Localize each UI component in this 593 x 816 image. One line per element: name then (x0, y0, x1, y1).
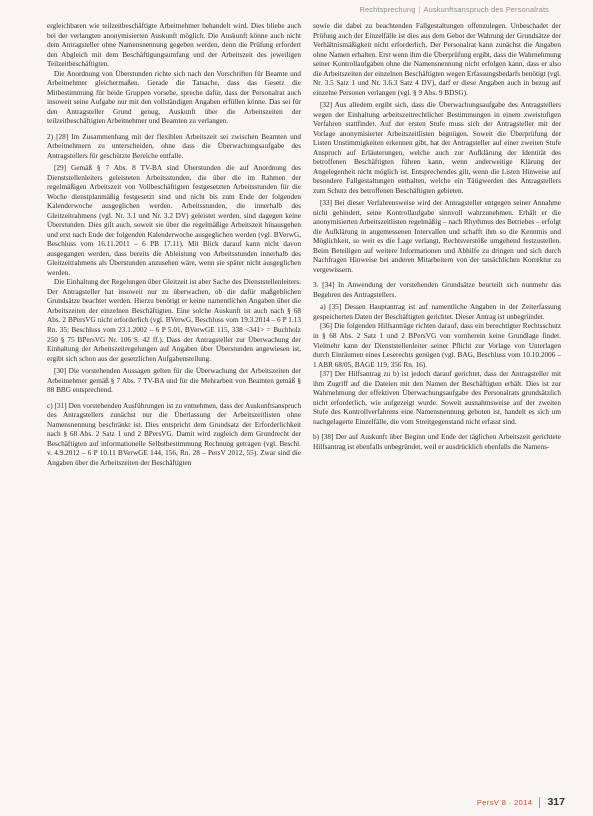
page-number: 317 (547, 796, 565, 808)
paragraph: c) [31] Den vorstehenden Ausführungen ist zu entnehmen, dass der Auskunftsanspruch des Antragstellers zunächst nur die Überlassung der Arbeitszeitlisten ohne Namensnennung beschränkt ist. Dies entspricht dem Grundsatz der Erforderlichkeit nach § 68 Abs. 2 Satz 1 und 2 BPersVG. Damit wird zugleich dem Grundrecht der Beschäftigten auf informationelle Selbstbestimmung Rechnung getragen (vgl. Beschl. v. 4.9.2012 – 6 P 10.11 BVerwGE 144, 156, Rn. 28 – PersV 2012, 55). Zwar sind die Angaben über die Arbeitszeiten der Beschäftigten (47, 401, 301, 467)
header-section: Rechtsprechung (359, 5, 416, 14)
paragraph: [29] Gemäß § 7 Abs. 8 TV-BA sind Überstunden die auf Anordnung des Dienststellenleiters geleisteten Arbeitsstunden, die über die im Rahmen der regelmäßigen Arbeitszeit von Vollbeschäftigten festgesetzten Arbeitsstunden für die Woche dienstplanmäßig festgesetzt sind und nicht bis zum Ende der folgenden Kalenderwoche ausgeglichen werden. Arbeitsstunden, die innerhalb des Gleitzeitrahmens (vgl. Nr. 3.1 und Nr. 3.2 DV) geleistet werden, sind dagegen keine Überstunden. Dies gilt auch, soweit sie über die regelmäßige Arbeitszeit hinausgehen und erst nach Ende der folgenden Kalenderwoche ausgeglichen werden (vgl. BVerwG, Beschluss vom 16.11.2011 – 6 PB 17.11). Mit Blick darauf kann nicht davon ausgegangen werden, dass bereits die Ableistung von Arbeitsstunden innerhalb des Gleitzeitrahmens als Überstunden anzusehen wäre, wenn sie später nicht ausgeglichen werden. (47, 164, 301, 277)
paragraph: b) [38] Der auf Auskunft über Beginn und Ende der täglichen Arbeitszeit gerichtete Hilfsantrag ist ebenfalls unbegründet, weil er ausdrücklich ebenfalls die Namens- (313, 433, 561, 451)
paragraph: [32] Aus alledem ergibt sich, dass die Überwachungsaufgabe des Antragstellers wegen der Einhaltung arbeitszeitrechtlicher Bestimmungen in einem zweistufigen Verfahren stattfindet. Auf der ersten Stufe muss sich der Antragsteller mit der Vorlage anonymisierter Arbeitszeitlisten begnügen. Soweit die Überprüfung der Listen Unstimmigkeiten erkennen gibt, hat der Antragsteller auf einer zweiten Stufe Anspruch auf Erläuterungen, welche auch zur Aufklärung der Identität des betroffenen Beschäftigten führen kann, wenn anderweitige Klärung der Angelegenheit nicht möglich ist. Entsprechendes gilt, wenn die Listen Hinweise auf besondere Fallgestaltungen enthalten, welche ein Tätigwerden des Antragstellers zum Schutz des betroffenen Beschäftigten gebieten. (313, 101, 561, 195)
paragraph: [30] Die vorstehenden Aussagen gelten für die Überwachung der Arbeitszeiten der Arbeitnehmer gemäß § 7 Abs. 7 TV-BA und für die Mehrarbeit von Beamten gemäß § 88 BBG entsprechend. (47, 367, 301, 395)
running-header (360, 5, 549, 14)
right-column (313, 22, 561, 452)
paragraph: Die Anordnung von Überstunden richte sich nach den Vorschriften für Beamte und Arbeitnehmer gleichermaßen. Gerade die Tatsache, dass das Gesetz die Mitbestimmung für beide Gruppen vorsehe, spreche dafür, dass der Personalrat auch insoweit seine Aufgabe nur mit den vollständigen Angaben erfüllen könne. Das sei für den Antragsteller Grund genug, Auskunft über die Arbeitszeiten der teilzeitbeschäftigten Arbeitnehmer und Beamten zu verlangen. (47, 69, 301, 126)
header-title: Auskunftsanspruch des Personalrats (423, 5, 549, 14)
footer-divider (539, 797, 540, 808)
paragraph: [33] Bei dieser Verfahrensweise wird der Antragsteller entgegen seiner Annahme nicht gehindert, seine Kontrollaufgabe sinnvoll wahrzunehmen. Erhält er die anonymisierten Arbeitszeitlisten regelmäßig – nach Rhythmus des Betriebes – erfolgt die Aufklärung in angemessenen Intervallen und schafft ihm so die Kenntnis und Möglichkeit, so weit es die Lage verlangt, Rechtsverstöße umgehend festzustellen. Beim Beteiligen auf weitere Informationen und Abhilfe zu dringen und sich durch Nachfragen Hinweise bei anderen Mitarbeitern von der tatsächlichen Korrektur zu vergewissern. (313, 199, 561, 274)
journal-name: PersV 8 · 2014 (476, 797, 533, 807)
paragraph: a) [35] Dessen Hauptantrag ist auf namentliche Angaben in der Zeiterfassung gespeicherten Daten der Beschäftigten gerichtet. Dieser Antrag ist unbegründet. (313, 303, 561, 321)
paragraph: 3. [34] In Anwendung der vorstehenden Grundsätze beurteilt sich nunmehr das Begehren des Antragstellers. (313, 281, 561, 299)
left-column (47, 22, 301, 468)
paragraph: [37] Der Hilfsantrag zu b) ist jedoch darauf gerichtet, dass der Antragsteller mit ihm Zugriff auf die Dateien mit den Namen der Beschäftigten erhält. Dies ist zur Wahrnehmung der effektiven Überwachungsaufgabe des Personalrats grundsätzlich nicht erforderlich, wie aufgezeigt wurde. Soweit ausnahmsweise auf der zweiten Stufe des Kontrollverfahrens eine Namensnennung geboten ist, handelt es sich um nachgelagerte Einzelfälle, die vom Streitgegenstand nicht erfasst sind. (313, 370, 561, 426)
paragraph: sowie die dabei zu beachtenden Fallgestaltungen offenzulegen. Unbeschadet der Prüfung auch der Einzelfälle ist dies aus dem Gebot der Wahrung der Grundsätze der Verhältnismäßigkeit nicht erforderlich. Der Personalrat kann zunächst die Angaben ohne Namen erhalten. Erst wenn ihm die Überprüfung ergibt, dass die Wahrnehmung seiner Kontrollaufgaben ohne die Namensnennung nicht erfolgen kann, dass er also die Arbeitszeiten der einzelnen Beschäftigten wegen Erfassungsbedarfs benötigt (vgl. Nr. 3.5 Satz 1 und Nr. 3.6.3 Satz 4 DV), darf er diese Angaben auch in bezug auf einzelne Personen verlangen (vgl. § 9 Abs. 9 BDSG). (313, 22, 561, 97)
paragraph: [36] Die folgenden Hilfsanträge richten darauf, dass ein berechtigter Rechtsschutz in § 68 Abs. 2 Satz 1 und 2 BPersVG von vornherein keine Grundlage findet. Vielmehr kann der Dienststellenleiter seiner Pflicht zur Vorlage von Unterlagen durch Einräumen eines Leserechts genügen (vgl. BAG, Beschluss vom 10.10.2006 – 1 ABR 68/05, BAGE 119, 356 Rn. 16). (313, 322, 561, 369)
paragraph: 2) [28] Im Zusammenhang mit der flexiblen Arbeitszeit sei zwischen Beamten und Arbeitnehmern zu unterscheiden, ohne dass die Überwachungsaufgabe des Antragstellers für geschützte Bereiche entfalle. (47, 132, 301, 160)
page-footer (477, 796, 565, 808)
paragraph: ergleichbaren wie teilzeitbeschäftigte Arbeitnehmer behandelt wird. Dies bliebe auch bei der verlangten anonymisierten Auskunft möglich. Die Auskunft könne auch nicht dem Antragsteller ohne Namensnennung gegeben werden, denn die Prüfung erfordert den Abgleich mit dem Beschäftigungsumfang und der Arbeitszeit des jeweiligen Teilzeitbeschäftigten. (47, 22, 301, 69)
header-separator: | (418, 5, 421, 14)
paragraph: Die Einhaltung der Regelungen über Gleitzeit ist aber Sache des Dienststellenleiters. Der Antragsteller hat insoweit nur zu überwachen, ob die dafür maßgeblichen Grundsätze beachtet werden. Hierzu benötigt er keine namentlichen Angaben über die Arbeitszeiten der einzelnen Beschäftigten. Eine solche Auskunft ist auch nach § 68 Abs. 2 BPersVG nicht erforderlich (vgl. BVerwG, Beschluss vom 19.3.2014 – 6 P 1.13 Rn. 35; Beschluss vom 23.1.2002 – 6 P 5.01, BVerwGE 115, 338 <341> = Buchholz 250 § 75 BPersVG Nr. 106 S. 42 ff.). Dass der Antragsteller zur Überwachung der Einhaltung der Arbeitszeitregelungen auf Angaben über Überstunden angewiesen ist, ergibt sich schon aus der gesetzlichen Aufgabenstellung. (47, 278, 301, 363)
